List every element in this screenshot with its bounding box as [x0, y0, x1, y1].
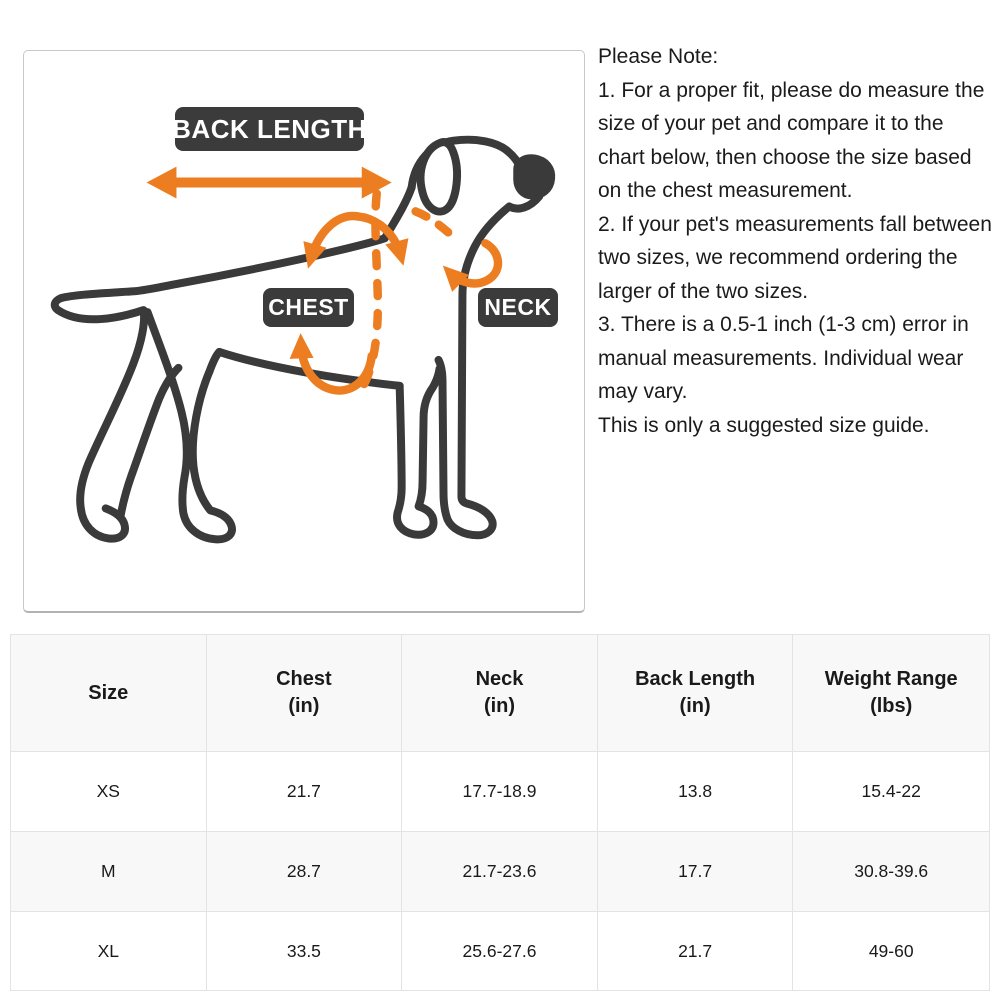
table-cell-xs-weight: 15.4-22	[793, 752, 989, 832]
notes-section	[598, 40, 992, 442]
col-header-chest: Chest (in)	[207, 635, 403, 752]
back-length-arrowhead-left	[147, 167, 177, 199]
table-cell-m-back-length: 17.7	[598, 832, 794, 912]
table-cell-xs-back-length: 13.8	[598, 752, 794, 832]
table-cell-m-weight: 30.8-39.6	[793, 832, 989, 912]
table-cell-xl-weight: 49-60	[793, 912, 989, 990]
table-cell-m-size: M	[11, 832, 207, 912]
size-table	[10, 634, 990, 991]
col-header-size: Size	[11, 635, 207, 752]
col-header-back-length: Back Length (in)	[598, 635, 794, 752]
table-cell-xs-size: XS	[11, 752, 207, 832]
note-item-4: This is only a suggested size guide.	[598, 413, 930, 437]
back-length-label: BACK LENGTH	[175, 107, 364, 151]
note-item-3: 3. There is a 0.5-1 inch (1-3 cm) error in manual measurements. Individual wear may vary.	[598, 313, 969, 403]
table-cell-xl-size: XL	[11, 912, 207, 990]
table-cell-m-neck: 21.7-23.6	[402, 832, 598, 912]
note-item-2: 2. If your pet's measurements fall between two sizes, we recommend ordering the larger of the two sizes.	[598, 212, 992, 303]
neck-girth-dashed	[416, 211, 455, 238]
table-cell-xs-neck: 17.7-18.9	[402, 752, 598, 832]
table-cell-xl-neck: 25.6-27.6	[402, 912, 598, 990]
table-cell-xl-back-length: 21.7	[598, 912, 794, 990]
table-cell-m-chest: 28.7	[207, 832, 403, 912]
chest-label: CHEST	[263, 288, 354, 327]
table-cell-xl-chest: 33.5	[207, 912, 403, 990]
dog-nose	[515, 156, 553, 197]
notes-title: Please Note:	[598, 45, 719, 68]
neck-label: NECK	[478, 288, 558, 327]
col-header-neck: Neck (in)	[402, 635, 598, 752]
chest-hook-arrow	[301, 344, 372, 391]
note-item-1: 1. For a proper fit, please do measure the size of your pet and compare it to the chart below, then choose the size based on the chest measurement.	[598, 78, 985, 202]
dog-outline	[55, 140, 539, 540]
dog-measurement-diagram	[23, 50, 585, 613]
col-header-weight-range: Weight Range (lbs)	[793, 635, 989, 752]
table-cell-xs-chest: 21.7	[207, 752, 403, 832]
